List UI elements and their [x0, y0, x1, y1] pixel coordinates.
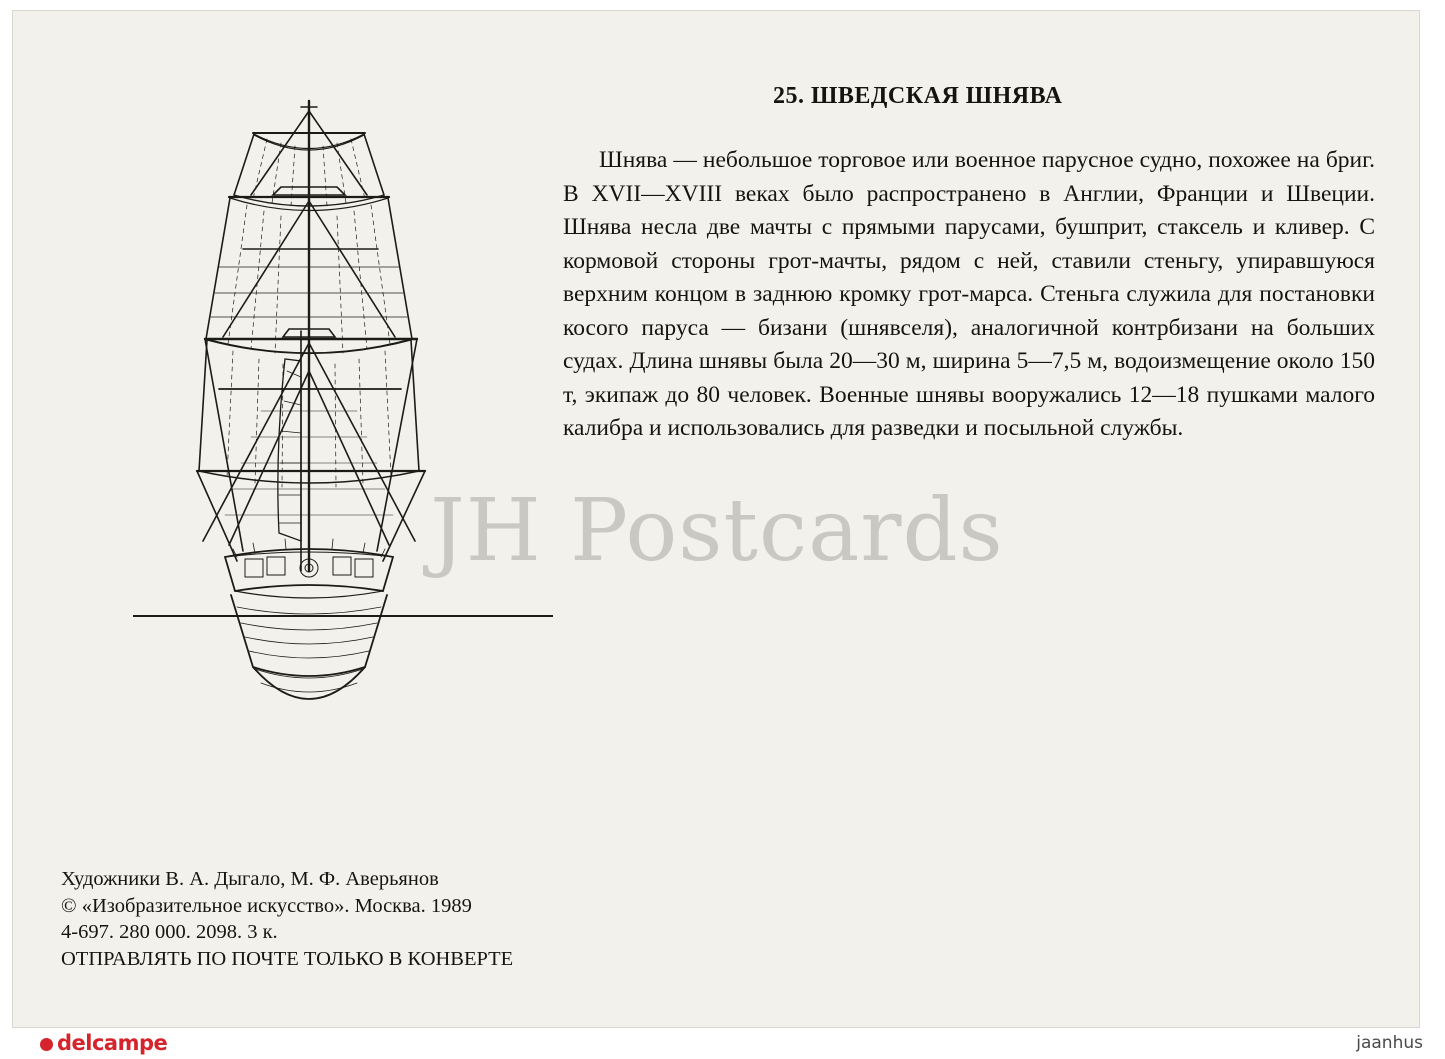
postcard-back	[12, 10, 1420, 1028]
delcampe-logo-text: delcampe	[57, 1031, 168, 1055]
imprint-print-run: 4-697. 280 000. 2098. 3 к.	[61, 921, 278, 943]
swedish-snow-sailing-ship-drawing	[133, 71, 553, 711]
site-footer	[0, 1028, 1445, 1059]
delcampe-logo[interactable]	[40, 1031, 167, 1055]
imprint-publisher: © «Изобразительное искусство». Москва. 1989	[61, 894, 472, 917]
delcampe-logo-dot	[40, 1038, 53, 1051]
watermark: JH Postcards	[430, 481, 1004, 581]
imprint-mailing-note: ОТПРАВЛЯТЬ ПО ПОЧТЕ ТОЛЬКО В КОНВЕРТЕ	[61, 947, 514, 970]
seller-name: jaanhus	[1356, 1033, 1423, 1053]
imprint-artists: Художники В. А. Дыгало, М. Ф. Аверьянов	[61, 868, 439, 890]
imprint-block	[61, 866, 881, 972]
page-title: 25. ШВЕДСКАЯ ШНЯВА	[773, 83, 1063, 109]
description-text: Шнява — небольшое торговое или военное парусное судно, похожее на бриг. В XVII—XVIII веках было распространено в Англии, Франции и Швеции. Шнява несла две мачты с прямыми парусами, бушприт, стаксель и кливер. С кормовой стороны грот-мачты, рядом с ней, ставили стеньгу, упиравшуюся верхним концом в заднюю кромку грот-марса. Стеньга служила для постановки косого паруса — бизани (шнявселя), аналогичной контрбизани на больших судах. Длина шнявы была 20—30 м, ширина 5—7,5 м, водоизмещение около 150 т, экипаж до 80 человек. Военные шнявы вооружались 12—18 пушками малого калибра и использовались для разведки и посыльной службы.	[563, 147, 1375, 441]
